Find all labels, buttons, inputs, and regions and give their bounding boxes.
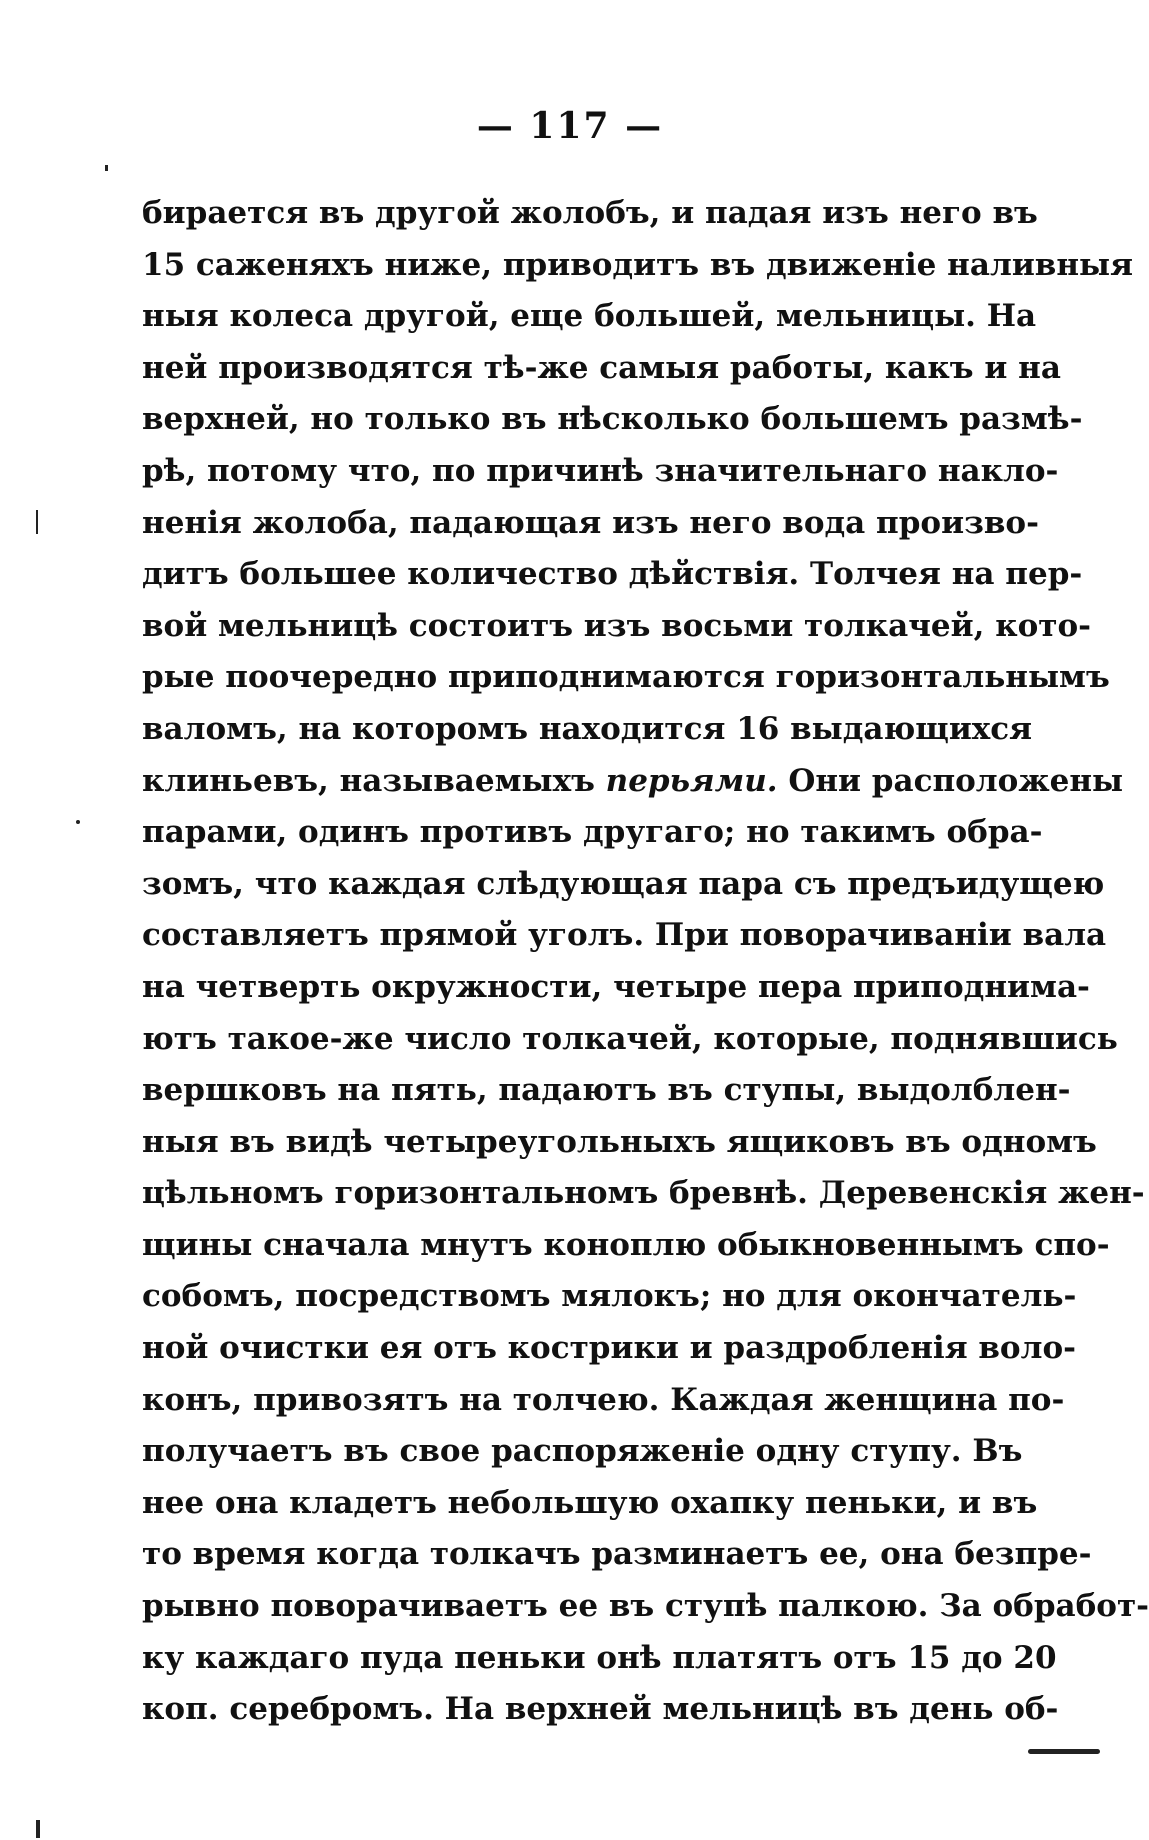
scan-artifact-line [1028, 1749, 1100, 1754]
scan-artifact-dot [76, 820, 80, 824]
text-line: рые поочередно приподнимаются горизонтальнымъ [142, 659, 1110, 696]
text-line-mixed [142, 756, 1124, 808]
text-line: собомъ, посредствомъ мялокъ; но для окончатель- [142, 1278, 1077, 1315]
text-line: коп. серебромъ. На верхней мельницѣ въ день об- [142, 1691, 1059, 1728]
text-line: 15 саженяхъ ниже, приводитъ въ движеніе наливныя [142, 246, 1134, 283]
text-line: составляетъ прямой уголъ. При поворачиваніи вала [142, 917, 1107, 954]
text-line: валомъ, на которомъ находится 16 выдающихся [142, 710, 1033, 747]
text-line: вершковъ на пять, падаютъ въ ступы, выдолблен- [142, 1072, 1071, 1109]
text-line: получаетъ въ свое распоряженіе одну ступу. Въ [142, 1433, 1023, 1470]
text-line: дитъ большее количество дѣйствія. Толчея на пер- [142, 556, 1083, 593]
text-line: ной очистки ея отъ кострики и раздробленія воло- [142, 1330, 1077, 1367]
text-line: на четверть окружности, четыре пера приподнима- [142, 968, 1090, 1005]
text-segment: клиньевъ, называемыхъ [142, 762, 595, 799]
text-line: бирается въ другой жолобъ, и падая изъ него въ [142, 195, 1038, 231]
text-line: зомъ, что каждая слѣдующая пара съ предъидущею [142, 865, 1105, 902]
text-line: ненія жолоба, падающая изъ него вода произво- [142, 504, 1039, 541]
scan-artifact-mark [36, 1820, 40, 1838]
text-line: ней производятся тѣ-же самыя работы, какъ и на [142, 349, 1061, 386]
text-line: парами, одинъ противъ другаго; но такимъ обра- [142, 814, 1043, 851]
text-line: нее она кладетъ небольшую охапку пеньки, и въ [142, 1484, 1038, 1521]
page-number: — 117 — [476, 105, 664, 147]
body-text [142, 188, 1149, 1736]
text-line: конъ, привозятъ на толчею. Каждая женщина по- [142, 1381, 1065, 1418]
text-line: ныя колеса другой, еще большей, мельницы. На [142, 298, 1037, 335]
text-line: ныя въ видѣ четыреугольныхъ ящиковъ въ одномъ [142, 1123, 1097, 1160]
text-line: вой мельницѣ состоитъ изъ восьми толкачей, кото- [142, 607, 1092, 644]
scan-artifact-dot [105, 165, 108, 171]
text-line: рѣ, потому что, по причинѣ значительнаго накло- [142, 452, 1059, 489]
text-line: щины сначала мнутъ коноплю обыкновеннымъ спо- [142, 1226, 1110, 1263]
text-line: то время когда толкачъ разминаетъ ее, она безпре- [142, 1536, 1092, 1573]
scan-artifact-mark [36, 510, 38, 534]
text-line: ку каждаго пуда пеньки онѣ платятъ отъ 15 до 20 [142, 1639, 1057, 1676]
text-line: цѣльномъ горизонтальномъ бревнѣ. Деревенскія жен- [142, 1175, 1145, 1212]
text-segment: Они расположены [788, 762, 1124, 799]
text-line: рывно поворачиваетъ ее въ ступѣ палкою. За обработ- [142, 1588, 1149, 1625]
text-line: ютъ такое-же число толкачей, которые, поднявшись [142, 1020, 1118, 1057]
text-line: верхней, но только въ нѣсколько большемъ размѣ- [142, 401, 1083, 438]
italic-term: перьями. [605, 762, 778, 799]
